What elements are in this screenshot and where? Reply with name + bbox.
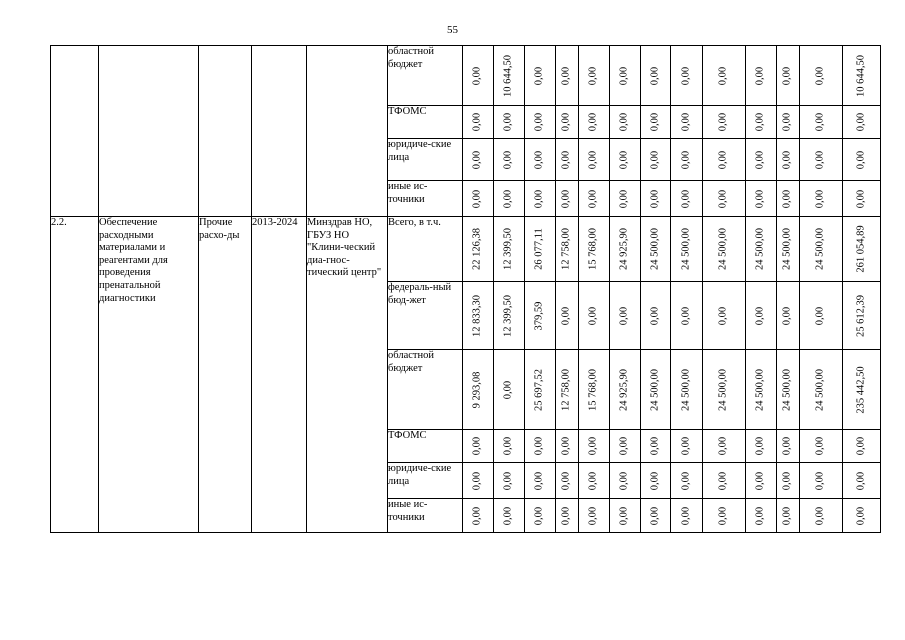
value-cell xyxy=(494,106,525,139)
value-cell xyxy=(579,282,610,350)
value-text: 0,00 xyxy=(717,189,729,208)
value-cell xyxy=(671,181,703,217)
value-text: 0,00 xyxy=(502,471,514,490)
value-cell xyxy=(556,499,579,533)
value-cell xyxy=(525,463,556,499)
value-cell xyxy=(703,430,746,463)
value-cell xyxy=(843,350,881,430)
value-cell xyxy=(746,282,777,350)
value-cell xyxy=(703,217,746,282)
value-cell xyxy=(641,282,671,350)
value-text: 0,00 xyxy=(754,189,766,208)
value-cell xyxy=(843,463,881,499)
value-text: 0,00 xyxy=(754,150,766,169)
value-cell xyxy=(641,139,671,181)
table-row xyxy=(51,217,881,282)
value-cell xyxy=(777,217,800,282)
value-text: 9 293,08 xyxy=(471,371,483,408)
value-text: 235 442,50 xyxy=(855,365,867,414)
value-text: 0,00 xyxy=(533,471,545,490)
value-text: 0,00 xyxy=(618,306,630,325)
value-text: 0,00 xyxy=(618,189,630,208)
value-text: 0,00 xyxy=(587,150,599,169)
empty-cell xyxy=(199,46,252,217)
value-text: 0,00 xyxy=(717,306,729,325)
value-cell xyxy=(777,499,800,533)
value-cell xyxy=(800,463,843,499)
value-text: 0,00 xyxy=(618,471,630,490)
value-cell xyxy=(671,139,703,181)
value-cell xyxy=(610,139,641,181)
value-cell xyxy=(641,350,671,430)
value-cell xyxy=(556,463,579,499)
value-text: 0,00 xyxy=(560,471,572,490)
value-text: 24 500,00 xyxy=(781,228,793,270)
value-text: 0,00 xyxy=(471,506,483,525)
value-cell xyxy=(843,499,881,533)
value-text: 0,00 xyxy=(781,150,793,169)
value-text: 0,00 xyxy=(502,436,514,456)
value-text: 0,00 xyxy=(533,150,545,169)
value-cell xyxy=(463,106,494,139)
value-text: 0,00 xyxy=(680,306,692,325)
value-text: 24 925,90 xyxy=(618,228,630,270)
value-text: 0,00 xyxy=(781,306,793,325)
value-cell xyxy=(746,106,777,139)
value-cell xyxy=(556,430,579,463)
value-cell xyxy=(579,139,610,181)
value-cell xyxy=(746,181,777,217)
value-cell xyxy=(494,181,525,217)
funding-source-cell: областной бюджет xyxy=(388,46,463,106)
value-text: 0,00 xyxy=(533,189,545,208)
value-text: 0,00 xyxy=(560,189,572,208)
funding-source-cell: областной бюджет xyxy=(388,350,463,430)
value-text: 24 500,00 xyxy=(717,368,729,411)
value-text: 0,00 xyxy=(814,150,826,169)
value-cell xyxy=(703,46,746,106)
value-cell xyxy=(746,430,777,463)
value-text: 379,59 xyxy=(533,301,545,330)
value-cell xyxy=(777,282,800,350)
value-cell xyxy=(494,499,525,533)
value-cell xyxy=(556,46,579,106)
value-cell xyxy=(703,350,746,430)
value-text: 0,00 xyxy=(754,306,766,325)
value-cell xyxy=(746,463,777,499)
value-cell xyxy=(800,350,843,430)
value-text: 0,00 xyxy=(717,66,729,85)
period-cell: 2013-2024 xyxy=(252,217,307,533)
value-text: 12 758,00 xyxy=(560,368,572,411)
item-name-cell: Обеспечение расходными материалами и реагентами для проведения пренатальной диагностики xyxy=(99,217,199,533)
value-text: 0,00 xyxy=(855,112,867,132)
value-text: 0,00 xyxy=(855,189,867,208)
value-text: 0,00 xyxy=(680,112,692,132)
value-text: 0,00 xyxy=(680,66,692,85)
value-text: 0,00 xyxy=(471,66,483,85)
value-cell xyxy=(641,106,671,139)
value-cell xyxy=(641,499,671,533)
value-cell xyxy=(671,430,703,463)
executor-cell: Минздрав НО, ГБУЗ НО "Клини-ческий диа-гнос-тический центр" xyxy=(307,217,388,533)
value-cell xyxy=(525,181,556,217)
value-text: 0,00 xyxy=(814,436,826,456)
value-text: 0,00 xyxy=(471,471,483,490)
value-cell xyxy=(843,430,881,463)
value-cell xyxy=(777,46,800,106)
value-cell xyxy=(800,217,843,282)
table-row xyxy=(51,46,881,106)
value-text: 24 500,00 xyxy=(680,368,692,411)
value-cell xyxy=(671,217,703,282)
value-cell xyxy=(800,181,843,217)
value-cell xyxy=(641,217,671,282)
value-text: 0,00 xyxy=(814,471,826,490)
value-text: 0,00 xyxy=(814,189,826,208)
value-cell xyxy=(777,350,800,430)
value-cell xyxy=(579,217,610,282)
value-text: 0,00 xyxy=(680,189,692,208)
value-text: 0,00 xyxy=(814,306,826,325)
value-cell xyxy=(610,181,641,217)
value-cell xyxy=(610,350,641,430)
value-cell xyxy=(641,181,671,217)
value-cell xyxy=(703,139,746,181)
value-cell xyxy=(525,46,556,106)
value-text: 0,00 xyxy=(471,189,483,208)
value-cell xyxy=(525,430,556,463)
value-cell xyxy=(800,499,843,533)
value-cell xyxy=(671,463,703,499)
value-cell xyxy=(494,139,525,181)
funding-source-cell: юридиче-ские лица xyxy=(388,463,463,499)
value-cell xyxy=(579,181,610,217)
value-text: 0,00 xyxy=(649,436,661,456)
value-cell xyxy=(641,46,671,106)
value-text: 0,00 xyxy=(471,436,483,456)
value-cell xyxy=(610,217,641,282)
empty-cell xyxy=(51,46,99,217)
value-text: 0,00 xyxy=(587,112,599,132)
funding-source-cell: федераль-ный бюд-жет xyxy=(388,282,463,350)
value-cell xyxy=(777,106,800,139)
value-cell xyxy=(556,282,579,350)
value-cell xyxy=(703,463,746,499)
value-cell xyxy=(610,430,641,463)
value-text: 0,00 xyxy=(754,506,766,525)
value-text: 0,00 xyxy=(533,436,545,456)
page-number: 55 xyxy=(447,24,458,36)
value-text: 0,00 xyxy=(649,189,661,208)
value-text: 0,00 xyxy=(618,112,630,132)
value-cell xyxy=(800,46,843,106)
value-cell xyxy=(556,139,579,181)
value-text: 24 500,00 xyxy=(649,228,661,270)
funding-source-cell: ТФОМС xyxy=(388,430,463,463)
funding-source-cell: Всего, в т.ч. xyxy=(388,217,463,282)
value-text: 0,00 xyxy=(855,436,867,456)
value-text: 0,00 xyxy=(781,112,793,132)
value-text: 0,00 xyxy=(680,506,692,525)
value-text: 0,00 xyxy=(649,150,661,169)
value-text: 0,00 xyxy=(814,112,826,132)
value-text: 0,00 xyxy=(587,471,599,490)
value-text: 0,00 xyxy=(560,306,572,325)
value-cell xyxy=(525,106,556,139)
value-text: 24 500,00 xyxy=(649,368,661,411)
value-text: 0,00 xyxy=(717,150,729,169)
value-cell xyxy=(556,106,579,139)
value-text: 15 768,00 xyxy=(587,368,599,411)
value-text: 0,00 xyxy=(587,306,599,325)
value-text: 0,00 xyxy=(717,112,729,132)
value-text: 0,00 xyxy=(814,66,826,85)
value-cell xyxy=(579,430,610,463)
value-cell xyxy=(494,430,525,463)
value-text: 0,00 xyxy=(754,471,766,490)
funding-source-cell: иные ис-точники xyxy=(388,499,463,533)
value-cell xyxy=(671,350,703,430)
value-text: 0,00 xyxy=(471,112,483,132)
value-text: 0,00 xyxy=(781,436,793,456)
value-text: 0,00 xyxy=(618,66,630,85)
value-text: 0,00 xyxy=(533,112,545,132)
value-text: 0,00 xyxy=(649,66,661,85)
value-cell xyxy=(843,282,881,350)
value-text: 0,00 xyxy=(855,471,867,490)
value-text: 0,00 xyxy=(587,436,599,456)
value-cell xyxy=(525,139,556,181)
value-cell xyxy=(800,139,843,181)
value-text: 0,00 xyxy=(502,380,514,399)
value-text: 24 500,00 xyxy=(814,228,826,270)
value-text: 0,00 xyxy=(587,506,599,525)
value-text: 24 500,00 xyxy=(680,228,692,270)
value-text: 0,00 xyxy=(560,150,572,169)
value-cell xyxy=(746,139,777,181)
value-cell xyxy=(746,217,777,282)
value-cell xyxy=(494,217,525,282)
value-cell xyxy=(703,181,746,217)
value-text: 0,00 xyxy=(533,66,545,85)
value-cell xyxy=(463,46,494,106)
value-cell xyxy=(610,46,641,106)
value-text: 0,00 xyxy=(471,150,483,169)
value-cell xyxy=(610,282,641,350)
value-text: 0,00 xyxy=(717,436,729,456)
value-text: 12 758,00 xyxy=(560,228,572,270)
value-cell xyxy=(525,350,556,430)
value-text: 0,00 xyxy=(781,189,793,208)
value-cell xyxy=(463,139,494,181)
value-text: 0,00 xyxy=(754,112,766,132)
value-cell xyxy=(800,106,843,139)
value-text: 0,00 xyxy=(502,506,514,525)
value-text: 24 500,00 xyxy=(781,368,793,411)
empty-cell xyxy=(307,46,388,217)
value-cell xyxy=(777,430,800,463)
value-text: 0,00 xyxy=(680,471,692,490)
value-text: 0,00 xyxy=(560,436,572,456)
value-cell xyxy=(843,139,881,181)
value-text: 0,00 xyxy=(560,66,572,85)
value-cell xyxy=(463,430,494,463)
value-cell xyxy=(671,106,703,139)
value-text: 0,00 xyxy=(618,150,630,169)
value-cell xyxy=(556,350,579,430)
value-text: 10 644,50 xyxy=(855,54,867,97)
value-text: 0,00 xyxy=(649,112,661,132)
value-cell xyxy=(579,46,610,106)
value-cell xyxy=(556,217,579,282)
funding-source-cell: ТФОМС xyxy=(388,106,463,139)
funding-source-cell: иные ис-точники xyxy=(388,181,463,217)
value-cell xyxy=(494,282,525,350)
value-cell xyxy=(463,463,494,499)
value-text: 24 500,00 xyxy=(754,228,766,270)
value-cell xyxy=(525,217,556,282)
value-text: 0,00 xyxy=(502,150,514,169)
value-text: 12 399,50 xyxy=(502,294,514,337)
value-text: 10 644,50 xyxy=(502,54,514,97)
value-cell xyxy=(579,106,610,139)
value-text: 0,00 xyxy=(717,506,729,525)
value-text: 0,00 xyxy=(781,506,793,525)
value-text: 0,00 xyxy=(587,189,599,208)
value-cell xyxy=(777,181,800,217)
value-cell xyxy=(579,499,610,533)
value-cell xyxy=(746,46,777,106)
value-cell xyxy=(494,463,525,499)
value-text: 0,00 xyxy=(560,112,572,132)
value-text: 0,00 xyxy=(533,506,545,525)
value-cell xyxy=(610,463,641,499)
value-cell xyxy=(463,282,494,350)
empty-cell xyxy=(252,46,307,217)
financing-table xyxy=(50,45,881,533)
value-text: 0,00 xyxy=(502,112,514,132)
value-cell xyxy=(463,499,494,533)
value-cell xyxy=(703,106,746,139)
empty-cell xyxy=(99,46,199,217)
value-cell xyxy=(463,181,494,217)
value-cell xyxy=(746,350,777,430)
value-text: 26 077,11 xyxy=(533,228,545,270)
value-cell xyxy=(746,499,777,533)
value-text: 0,00 xyxy=(502,189,514,208)
value-text: 0,00 xyxy=(754,436,766,456)
value-text: 12 399,50 xyxy=(502,228,514,270)
value-cell xyxy=(525,282,556,350)
value-text: 0,00 xyxy=(781,66,793,85)
value-text: 25 697,52 xyxy=(533,368,545,411)
value-cell xyxy=(579,350,610,430)
value-text: 24 500,00 xyxy=(717,228,729,270)
value-text: 0,00 xyxy=(781,471,793,490)
value-text: 24 500,00 xyxy=(814,368,826,411)
value-cell xyxy=(843,181,881,217)
value-cell xyxy=(777,463,800,499)
value-cell xyxy=(777,139,800,181)
value-cell xyxy=(556,181,579,217)
value-cell xyxy=(671,46,703,106)
value-text: 25 612,39 xyxy=(855,294,867,337)
value-cell xyxy=(463,350,494,430)
expense-type-cell: Прочие расхо-ды xyxy=(199,217,252,533)
value-cell xyxy=(494,350,525,430)
value-cell xyxy=(703,282,746,350)
value-cell xyxy=(610,499,641,533)
value-cell xyxy=(641,463,671,499)
funding-source-cell: юридиче-ские лица xyxy=(388,139,463,181)
value-cell xyxy=(525,499,556,533)
value-cell xyxy=(671,499,703,533)
value-text: 24 925,90 xyxy=(618,368,630,411)
value-text: 0,00 xyxy=(855,506,867,525)
value-cell xyxy=(800,430,843,463)
value-cell xyxy=(610,106,641,139)
value-cell xyxy=(671,282,703,350)
value-text: 0,00 xyxy=(754,66,766,85)
value-cell xyxy=(843,46,881,106)
value-text: 12 833,30 xyxy=(471,294,483,337)
value-text: 0,00 xyxy=(587,66,599,85)
value-text: 0,00 xyxy=(717,471,729,490)
value-cell xyxy=(800,282,843,350)
value-cell xyxy=(641,430,671,463)
value-cell xyxy=(463,217,494,282)
value-text: 15 768,00 xyxy=(587,228,599,270)
value-text: 0,00 xyxy=(618,506,630,525)
value-text: 22 126,38 xyxy=(471,228,483,270)
value-cell xyxy=(579,463,610,499)
value-cell xyxy=(703,499,746,533)
item-number-cell: 2.2. xyxy=(51,217,99,533)
value-text: 0,00 xyxy=(680,436,692,456)
value-cell xyxy=(843,106,881,139)
value-text: 0,00 xyxy=(560,506,572,525)
value-text: 0,00 xyxy=(649,306,661,325)
value-text: 0,00 xyxy=(814,506,826,525)
value-text: 261 054,89 xyxy=(855,225,867,273)
value-text: 0,00 xyxy=(649,471,661,490)
value-text: 24 500,00 xyxy=(754,368,766,411)
value-text: 0,00 xyxy=(680,150,692,169)
value-text: 0,00 xyxy=(618,436,630,456)
value-text: 0,00 xyxy=(855,150,867,169)
value-cell xyxy=(494,46,525,106)
value-text: 0,00 xyxy=(649,506,661,525)
value-cell xyxy=(843,217,881,282)
